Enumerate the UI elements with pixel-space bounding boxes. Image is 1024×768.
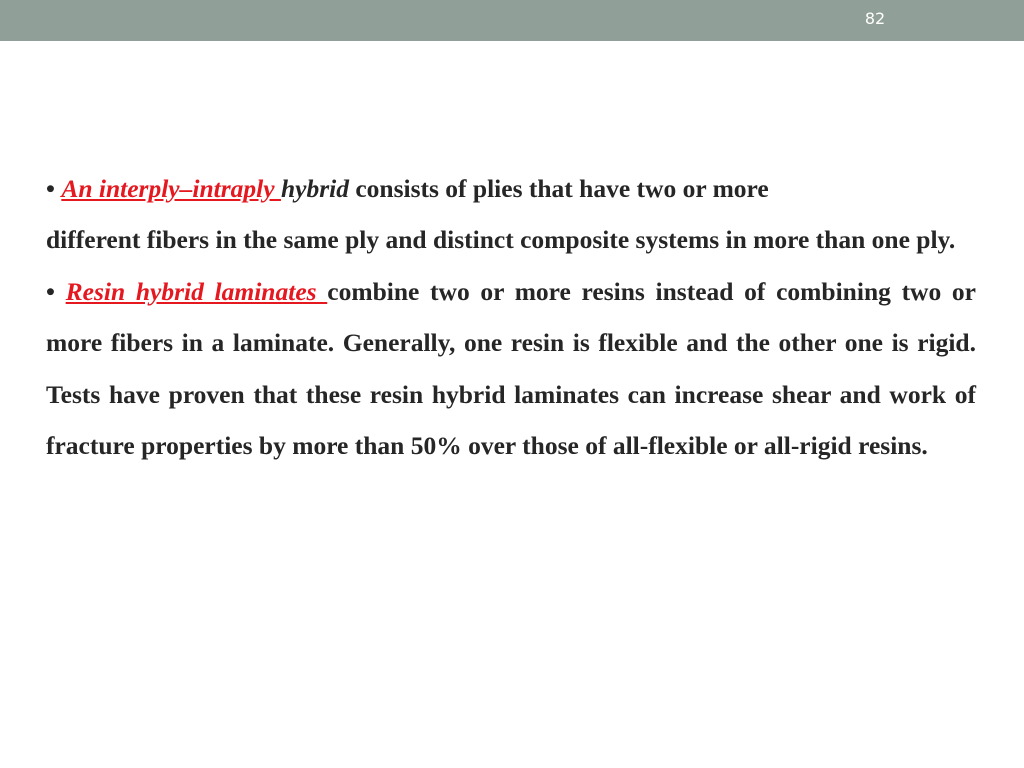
bullet-2-text: combine two or more resins instead of combining two or more fibers in a laminate. Generally, one resin is flexible and the other one is rigid. Tests have proven that these resin hybrid laminates can increase shear and work of fracture properties by more than 50% over those of all-flexible or all-rigid resins. [46,276,976,461]
slide-number: 82 [864,9,886,28]
term-interply-intraply: An interply–intraply [61,174,281,203]
header-bar [0,0,1024,41]
bullet-interply-intraply-hybrid [46,163,976,266]
bullet-2-marker: • [46,276,55,306]
bullet-1-text-line-1: consists of plies that have two or more [348,174,769,203]
term-resin-hybrid-laminates: Resin hybrid laminates [65,276,328,306]
term-hybrid: hybrid [280,174,349,203]
bullet-1-text-rest: different fibers in the same ply and distinct composite systems in more than one ply. [46,225,956,255]
bullet-resin-hybrid-laminates [46,266,976,472]
slide-body [46,163,976,471]
bullet-1-marker: • [46,174,55,203]
